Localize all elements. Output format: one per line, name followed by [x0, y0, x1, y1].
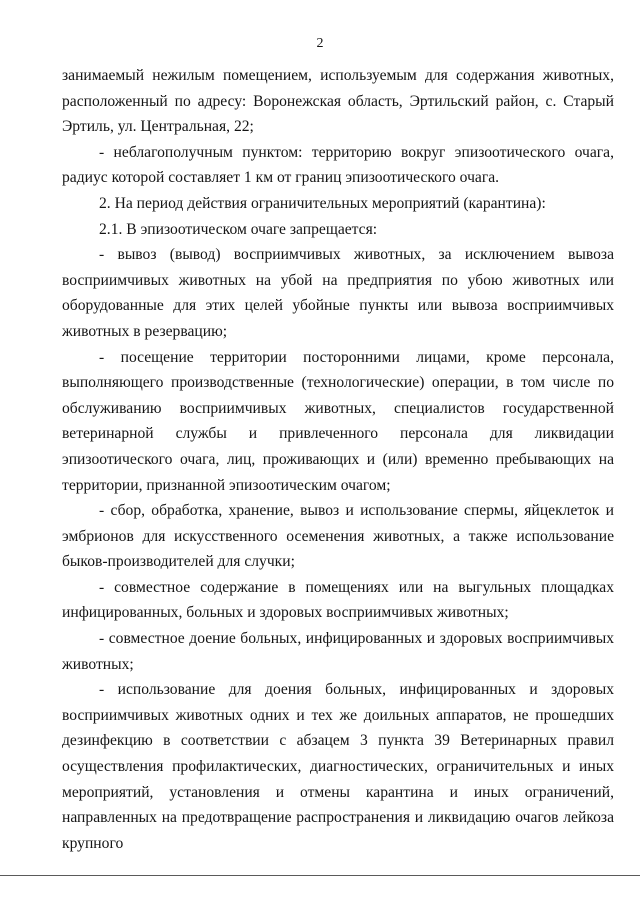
- paragraph-ban-visits: - посещение территории посторонними лицами, кроме персонала, выполняющего производственные (технологические) операции, в том числе по обслуживанию восприимчивых животных, специалистов государственной ветеринарной службы и привлеченного персонала для ликвидации эпизоотического очага, лиц, проживающих и (или) временно пребывающих на территории, признанной эпизоотическим очагом;: [62, 348, 614, 494]
- paragraph-ban-joint-milking: - совместное доение больных, инфицированных и здоровых восприимчивых животных;: [62, 630, 614, 673]
- paragraph-ban-shared-milking-machines: - использование для доения больных, инфицированных и здоровых восприимчивых животных одних и тех же доильных аппаратов, не прошедших дезинфекцию в соответствии с абзацем 3 пункта 39 Ветеринарных правил осуществления профилактических, диагностических, ограничительных и иных мероприятий, установления и отмены карантина и иных ограничений, направленных на предотвращение распространения и ликвидацию очагов лейкоза крупного: [62, 681, 614, 852]
- paragraph-section-2-heading: 2. На период действия ограничительных мероприятий (карантина):: [99, 194, 546, 212]
- paragraph-section-2-1-heading: 2.1. В эпизоотическом очаге запрещается:: [99, 220, 378, 238]
- paragraph-ban-joint-keeping: - совместное содержание в помещениях или на выгульных площадках инфицированных, больных и здоровых восприимчивых животных;: [62, 578, 614, 622]
- page-number: 2: [316, 36, 324, 51]
- document-body: [62, 63, 614, 856]
- page-bottom-rule: [0, 875, 640, 876]
- paragraph-ban-sperm-embryos: - сбор, обработка, хранение, вывоз и использование спермы, яйцеклеток и эмбрионов для искусственного осеменения животных, а также использование быков-производителей для случки;: [62, 502, 614, 571]
- paragraph-premises-continuation: занимаемый нежилым помещением, используемым для содержания животных, расположенный по адресу: Воронежская область, Эртильский район, с. Старый Эртиль, ул. Центральная, 22;: [62, 67, 614, 136]
- paragraph-ban-animal-removal: - вывоз (вывод) восприимчивых животных, за исключением вывоза восприимчивых животных на убой на предприятия по убою животных или оборудованные для этих целей убойные пункты или вывоза восприимчивых животных в резервацию;: [62, 246, 614, 340]
- paragraph-unfavorable-point: - неблагополучным пунктом: территорию вокруг эпизоотического очага, радиус которой составляет 1 км от границ эпизоотического очага.: [62, 143, 614, 187]
